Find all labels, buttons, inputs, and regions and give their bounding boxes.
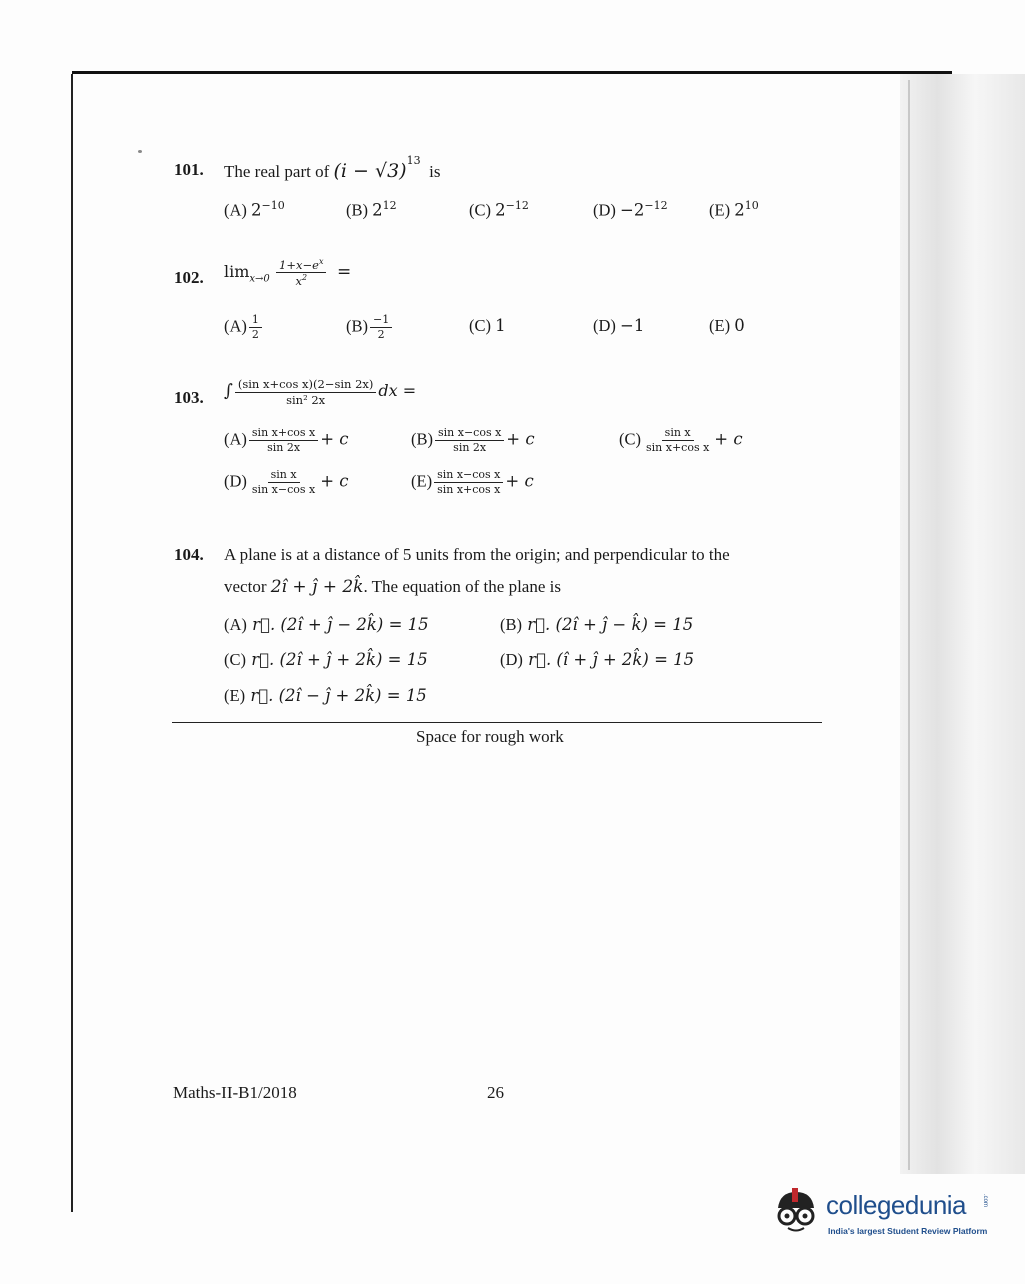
stem-power: 13 — [406, 154, 421, 168]
option-base: 2 — [251, 200, 262, 220]
option-label: (C) — [619, 429, 641, 449]
option-fraction — [643, 427, 712, 454]
stem-text: The real part of — [224, 162, 330, 181]
option-b — [411, 427, 535, 454]
option-exponent: −12 — [505, 199, 529, 212]
option-label: (A) — [224, 615, 247, 634]
question-stem — [224, 154, 441, 182]
option-base: 2 — [372, 200, 383, 220]
question-number: 101. — [174, 160, 204, 179]
plus-c: + c — [320, 429, 349, 449]
fraction-numerator: sin x−cos x — [434, 469, 503, 483]
integrand-fraction — [235, 378, 377, 406]
option-label: (D) — [224, 471, 247, 491]
fraction-numerator: 1 — [249, 314, 262, 328]
numerator-exponent: x — [318, 257, 324, 266]
page-number: 26 — [487, 1083, 504, 1102]
option-value: 0 — [734, 316, 745, 335]
stem-text-end: is — [429, 162, 441, 181]
option-label: (E) — [709, 200, 731, 220]
option-value: −1 — [620, 316, 645, 335]
fraction-denominator: x — [295, 274, 302, 289]
option-d — [593, 316, 644, 336]
fraction-numerator: 1+x−e — [279, 257, 319, 272]
option-label: (B) — [346, 200, 368, 220]
fraction-denominator: 2 — [251, 328, 259, 342]
option-d — [500, 650, 694, 670]
question-number: 102. — [174, 268, 204, 287]
brand-suffix: .com — [982, 1194, 988, 1208]
option-label: (D) — [593, 316, 616, 335]
stem-vector: 2î + ĵ + 2k̂ — [270, 577, 364, 597]
option-label: (D) — [500, 650, 523, 669]
option-label: (D) — [593, 200, 616, 220]
limit-fraction — [276, 258, 326, 288]
plus-c: + c — [320, 471, 349, 491]
plus-c: + c — [506, 429, 535, 449]
option-expression: r⃗. (2î + ĵ + 2k̂) = 15 — [251, 650, 428, 669]
plus-c: + c — [505, 471, 534, 491]
question-stem-line2 — [224, 577, 561, 597]
option-label: (B) — [411, 429, 433, 449]
option-label: (C) — [469, 316, 491, 335]
question-stem — [224, 378, 416, 406]
option-fraction — [249, 427, 318, 454]
option-fraction — [435, 427, 504, 454]
brand-tagline: India's largest Student Review Platform — [828, 1226, 988, 1236]
fraction-denominator: sin 2x — [267, 441, 301, 455]
rough-work-label: Space for rough work — [416, 727, 564, 746]
rough-work-divider — [172, 722, 822, 723]
question-stem — [224, 258, 351, 288]
option-expression: r⃗. (î + ĵ + 2k̂) = 15 — [528, 650, 695, 669]
option-expression: r⃗. (2î + ĵ − k̂) = 15 — [527, 615, 694, 634]
scan-edge-line — [908, 80, 910, 1170]
option-base: 2 — [495, 200, 506, 220]
fraction-denominator: sin 2x — [453, 441, 487, 455]
integral-sign: ∫ — [224, 381, 233, 402]
option-e — [709, 316, 745, 336]
equals-sign: = — [336, 261, 352, 282]
fraction-numerator: sin x — [268, 469, 300, 483]
scan-shadow — [900, 74, 1025, 1174]
option-a — [224, 314, 264, 341]
ink-speck — [138, 150, 142, 153]
fraction-denominator: sin x−cos x — [251, 483, 316, 497]
option-c — [469, 316, 506, 336]
paper-code: Maths-II-B1/2018 — [173, 1083, 297, 1102]
fraction-numerator: −1 — [370, 314, 392, 328]
option-label: (A) — [224, 200, 247, 220]
option-e — [224, 686, 427, 706]
option-c — [469, 199, 529, 221]
page-left-edge — [71, 74, 73, 1212]
option-label: (E) — [709, 316, 731, 335]
option-fraction — [249, 314, 262, 341]
option-label: (C) — [224, 650, 246, 669]
option-expression: r⃗. (2î + ĵ − 2k̂) = 15 — [252, 615, 429, 634]
plus-c: + c — [714, 429, 743, 449]
fraction-numerator: sin x−cos x — [435, 427, 504, 441]
option-a — [224, 615, 429, 635]
fraction-numerator: (sin x+cos x)(2−sin 2x) — [235, 378, 377, 393]
option-a — [224, 199, 285, 221]
integral-tail: dx = — [378, 381, 417, 401]
option-b — [346, 199, 397, 221]
option-exponent: 12 — [382, 199, 397, 212]
option-d — [593, 199, 668, 221]
option-label: (E) — [411, 471, 433, 491]
option-base: −2 — [620, 200, 645, 220]
fraction-denominator: 2 — [377, 328, 385, 342]
question-number: 103. — [174, 388, 204, 407]
question-stem-line1: A plane is at a distance of 5 units from the origin; and perpendicular to the — [224, 545, 730, 564]
question-number: 104. — [174, 545, 204, 564]
stem-expression: (i − √3) — [333, 160, 407, 182]
option-exponent: −10 — [261, 199, 285, 212]
option-label: (A) — [224, 316, 247, 336]
option-e — [411, 469, 534, 496]
fraction-denominator: sin x+cos x — [437, 483, 501, 497]
limit-subscript: x→0 — [249, 273, 270, 285]
option-label: (C) — [469, 200, 491, 220]
fraction-numerator: sin x — [662, 427, 694, 441]
denominator-exponent: 2 — [301, 273, 308, 283]
option-d — [224, 469, 349, 496]
option-label: (B) — [500, 615, 522, 634]
option-fraction — [434, 469, 503, 496]
option-exponent: −12 — [644, 199, 668, 212]
option-b — [500, 615, 693, 635]
top-rule — [72, 71, 952, 74]
fraction-numerator: sin x+cos x — [249, 427, 318, 441]
option-label: (E) — [224, 686, 246, 705]
option-fraction — [249, 469, 318, 496]
brand-name: collegedunia — [826, 1190, 967, 1220]
fraction-denominator: sin x+cos x — [646, 441, 710, 455]
option-c — [619, 427, 743, 454]
option-b — [346, 314, 394, 341]
option-a — [224, 427, 349, 454]
option-value: 1 — [495, 316, 506, 335]
stem-text: vector — [224, 577, 267, 596]
fraction-denominator: sin² 2x — [286, 392, 326, 407]
option-label: (A) — [224, 429, 247, 449]
option-expression: r⃗. (2ı̂ − ĵ + 2k̂) = 15 — [250, 686, 427, 705]
limit-operator: lim — [224, 261, 250, 281]
option-exponent: 10 — [744, 199, 759, 212]
stem-text-end: . The equation of the plane is — [363, 577, 561, 596]
option-label: (B) — [346, 316, 368, 336]
collegedunia-watermark — [768, 1180, 992, 1250]
option-base: 2 — [734, 200, 745, 220]
option-c — [224, 650, 428, 670]
option-e — [709, 199, 759, 221]
mascot-icon — [768, 1186, 822, 1236]
option-fraction — [370, 314, 392, 341]
